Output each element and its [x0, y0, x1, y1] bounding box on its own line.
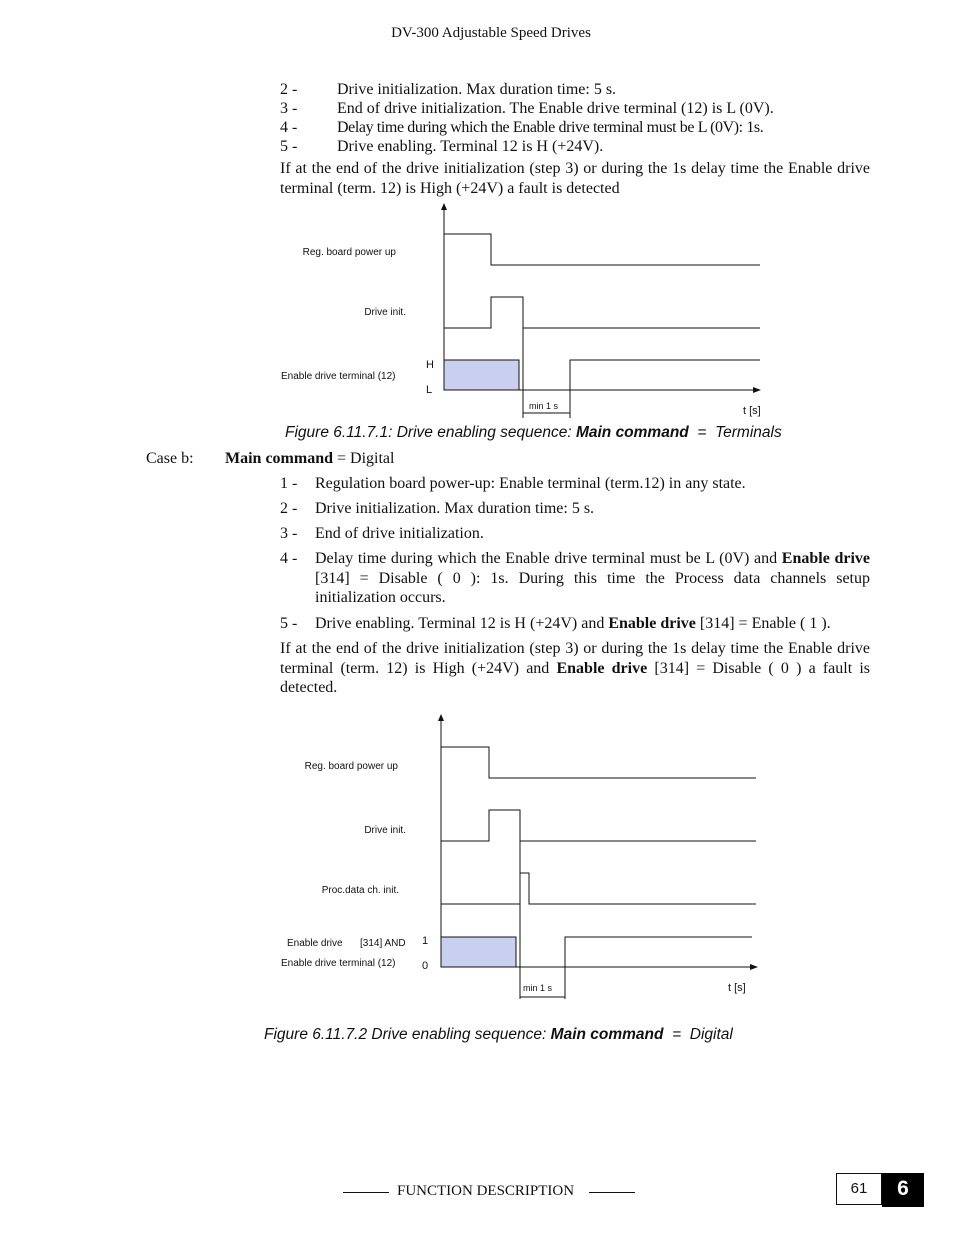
reg-board-power-up-trace — [444, 234, 760, 265]
figure-2-caption: Figure 6.11.7.2 Drive enabling sequence: Main command = Digital — [264, 1026, 733, 1043]
signal-label: Drive init. — [364, 307, 406, 318]
signal-label: Enable drive terminal (12) — [281, 958, 396, 969]
signal-label: Proc.data ch. init. — [321, 885, 399, 896]
footer-rule-left — [343, 1192, 389, 1193]
level-low-label: 0 — [422, 960, 429, 972]
figure-1-caption: Figure 6.11.7.1: Drive enabling sequence: Main command = Terminals — [285, 424, 782, 441]
chapter-tab: 6 — [882, 1173, 924, 1207]
timing-diagram-2 — [270, 705, 770, 1005]
step-number: 3 - — [280, 525, 298, 542]
case-b-parameter: Main command = Digital — [225, 450, 395, 467]
level-high-label: 1 — [422, 935, 429, 947]
step-number: 3 - — [280, 100, 298, 117]
step-text: Drive enabling. Terminal 12 is H (+24V). — [337, 138, 604, 155]
signal-label: Reg. board power up — [302, 247, 396, 258]
enable-terminal-undefined-zone — [444, 360, 519, 390]
step-number: 5 - — [280, 615, 298, 632]
case-a-note: If at the end of the drive initialization (step 3) or during the 1s delay time the Enable drive terminal (term. 12) is High (+24V) a fault is detected — [280, 160, 870, 197]
reg-board-power-up-trace — [441, 747, 756, 778]
step-text: Delay time during which the Enable drive terminal must be L (0V) and Enable drive [314] = Disable ( 0 ): 1s. During this time the Process data channels setup initialization occurs. — [315, 550, 871, 606]
step-number: 4 - — [280, 119, 298, 136]
signal-label: Enable drive terminal (12) — [281, 371, 396, 382]
step-number: 5 - — [280, 138, 298, 155]
step-number: 4 - — [280, 550, 298, 567]
page-header: DV-300 Adjustable Speed Drives — [391, 25, 591, 41]
enable-terminal-trace — [570, 360, 760, 418]
step-text: Drive initialization. Max duration time: 5 s. — [315, 500, 595, 517]
case-b-label: Case b: — [146, 450, 194, 467]
case-b-note: If at the end of the drive initialization (step 3) or during the 1s delay time the Enable drive terminal (term. 12) is High (+24V) and Enable drive [314] = Disable ( 0 ) a fault is detected. — [280, 640, 871, 696]
signal-label: [314] AND — [360, 938, 406, 949]
step-number: 2 - — [280, 500, 298, 517]
timing-diagram-1 — [270, 200, 780, 425]
signal-label: Drive init. — [364, 825, 406, 836]
proc-data-init-trace — [441, 873, 756, 904]
step-text: End of drive initialization. — [315, 525, 484, 542]
step-text: Regulation board power-up: Enable terminal (term.12) in any state. — [315, 475, 746, 492]
enable-undefined-zone — [441, 937, 516, 967]
step-number: 1 - — [280, 475, 298, 492]
footer-rule-right — [589, 1192, 635, 1193]
step-number: 2 - — [280, 81, 298, 98]
signal-label: Enable drive — [287, 938, 343, 949]
axis-arrow-right-icon — [750, 964, 758, 970]
axis-arrow-right-icon — [753, 387, 761, 393]
step-text: End of drive initialization. The Enable drive terminal (12) is L (0V). — [337, 100, 774, 117]
page-number: 61 — [836, 1173, 882, 1205]
step-text: Delay time during which the Enable drive terminal must be L (0V): 1s. — [337, 119, 764, 136]
case-b-step-4 — [280, 549, 870, 609]
level-high-label: H — [426, 359, 434, 371]
axis-arrow-up-icon — [441, 203, 447, 210]
drive-init-trace — [441, 810, 756, 841]
step-text: Drive enabling. Terminal 12 is H (+24V) and Enable drive [314] = Enable ( 1 ). — [315, 615, 831, 632]
time-unit-label: t [s] — [743, 405, 761, 417]
drive-init-trace — [444, 297, 760, 328]
step-text: Drive initialization. Max duration time: 5 s. — [337, 81, 617, 98]
min-delay-label: min 1 s — [523, 983, 553, 993]
axis-arrow-up-icon — [438, 714, 444, 721]
min-delay-label: min 1 s — [529, 401, 559, 411]
footer-section-title: FUNCTION DESCRIPTION — [397, 1183, 575, 1199]
level-low-label: L — [426, 384, 433, 396]
time-unit-label: t [s] — [728, 982, 746, 994]
signal-label: Reg. board power up — [304, 761, 398, 772]
enable-trace — [565, 937, 752, 999]
